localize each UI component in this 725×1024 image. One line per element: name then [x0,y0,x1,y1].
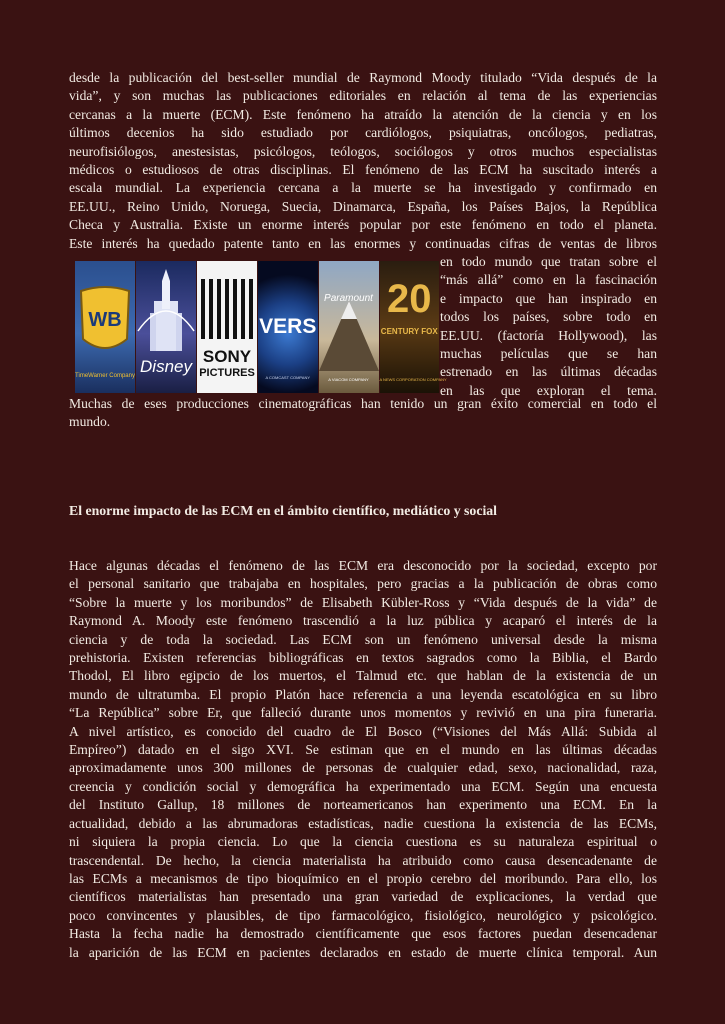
text-line: Hace algunas décadas el fenómeno de las ECM era desconocido por la sociedad, excepto por [69,558,657,573]
text-line: trascendental. De hecho, la ciencia materialista ha atribuido como causa desencadenante de [69,852,657,868]
text-line: las ECMs a mecanismos de tipo bioquímico en el propio cerebro del moribundo. Para ello, los [69,870,657,886]
disney-label: Disney [140,357,192,376]
text-line: cercanas a la muerte (ECM). Este fenómeno ha atraído la atención de la ciencia y en los [69,106,657,122]
section-heading: El enorme impacto de las ECM en el ámbito científico, mediático y social [69,503,498,518]
text-line: neurofisiólogos, anestesistas, psicólogos, teólogos, sociólogos y otros muchos especialistas [69,143,657,159]
fox-sub-label: CENTURY FOX [380,327,438,336]
text-line: médicos o estudiosos de otras disciplinas. El fenómeno de las ECM ha suscitado interés a [69,162,657,178]
text-line: científicos materialistas han presentado una gran variedad de explicaciones, la verdad que [69,889,657,905]
paramount-logo [319,261,379,393]
studio-logos-image [75,261,447,393]
text-line: EE.UU., Reino Unido, Noruega, Suecia, Dinamarca, España, los Países Bajos, la República [69,198,657,214]
text-line: mundo de ultratumba. El propio Platón hace referencia a una leyenda escatológica en su libro [69,686,657,702]
twentieth-century-fox-logo [379,261,447,393]
universal-logo [258,261,318,393]
text-line: en todo mundo que tratan sobre el [440,254,657,269]
wb-sub-label: TimeWarner Company [75,373,135,379]
text-line: el personal sanitario que trabajaba en hospitales, pero gracias a la publicación de obras como [69,576,657,592]
text-line: ni siquiera la propia ciencia. Lo que la ciencia cuestiona es su naturaleza espiritual o [69,834,657,850]
text-line: EE.UU. (factoría Hollywood), las [440,327,657,343]
text-line: “más allá” como en la fascinación [440,272,657,288]
paragraph-body [69,557,657,962]
text-line: Thodol, El libro egipcio de los muertos, el Talmud etc. que hablan de la existencia de un [69,668,657,684]
text-line: prehistoria. Existen referencias bibliográficas en textos sagrados como la Biblia, el Bardo [69,650,657,666]
universal-label: VERS [259,315,317,338]
fox-corp-label: A NEWS CORPORATION COMPANY [379,377,447,382]
fox-number-label: 20 [387,277,432,321]
text-line: Checa y Australia. Existe un enorme interés popular por este fenómeno en todo el planeta. [69,217,657,233]
paragraph-intro [69,69,657,253]
text-line: actualidad, debido a las abrumadoras estadísticas, nadie cuestiona la existencia de las ECMs, [69,815,657,831]
universal-sub-label: A COMCAST COMPANY [265,375,311,380]
text-line: en las que exploran el tema. [440,382,657,398]
text-line: ciencia y de toda la sociedad. Las ECM son un fenómeno universal desde la misma [69,631,657,647]
text-line: “Sobre la muerte y los moribundos” de Elisabeth Kübler-Ross y “Vida después de la vida” de [69,594,657,610]
sony-sub-label: PICTURES [199,367,255,379]
text-line: la aparición de las ECM en pacientes declarados en estado de muerte clínica temporal. Aun [69,944,657,960]
text-line: e impacto que han inspirado en [440,290,657,306]
paragraph-intro-end [69,395,657,432]
paramount-label: Paramount [324,293,373,304]
text-line: Hasta la fecha nadie ha demostrado científicamente que esos factores puedan desencadenar [69,926,657,942]
text-line: poco convincentes y plausibles, de tipo farmacológico, fisiológico, neurológico y psicológico. [69,907,657,923]
text-line: Este interés ha quedado patente tanto en las enormes y continuadas cifras de ventas de libros [69,235,657,251]
text-line: estrenado en las últimas décadas [440,364,657,380]
float-text [440,253,657,400]
text-line: muchas películas que se han [440,346,657,362]
text-line: últimos decenios ha sido estudiado por cardiólogos, psiquiatras, oncólogos, pediatras, [69,125,657,141]
text-line: aproximadamente unos 300 millones de personas de cualquier edad, sexo, nacionalidad, raza, [69,760,657,776]
mountain-icon [319,261,379,393]
sony-pictures-logo [197,261,257,393]
text-line: A nivel artístico, es conocido del cuadro de El Bosco (“Visiones del Más Allá: Subida al [69,723,657,739]
text-line: escala mundial. La experiencia cercana a la muerte se ha investigado y confirmado en [69,180,657,196]
text-line: desde la publicación del best-seller mundial de Raymond Moody titulado “Vida después de la [69,70,657,85]
paramount-sub-label: A VIACOM COMPANY [328,377,369,382]
text-line: todos los países, sobre todo en [440,309,657,325]
wb-label: WB [88,309,122,331]
text-line: creencia y condición social y demográfica ha experimentado una ECM. Según una encuesta [69,778,657,794]
text-line: del Instituto Gallup, 18 millones de norteamericanos han experimento una ECM. En la [69,797,657,813]
warner-bros-logo [75,261,135,393]
sony-label: SONY [202,347,252,366]
text-line: vida”, y son muchas las publicaciones editoriales en relación al tema de las experiencias [69,88,657,104]
text-line: “La República” sobre Er, que falleció durante unos momentos y revivió en una pira funeraria. [69,705,657,721]
text-line: Raymond A. Moody este fenómeno trascendió a la luz pública y acaparó el interés de la [69,613,657,629]
text-line: Empíreo”) datado en el sigo XVI. Se estiman que en el mundo en las últimas décadas [69,742,657,758]
disney-logo [136,261,196,393]
text-line: Muchas de eses producciones cinematográficas han tenido un gran éxito comercial en todo el [69,396,657,411]
text-line: mundo. [69,414,111,430]
